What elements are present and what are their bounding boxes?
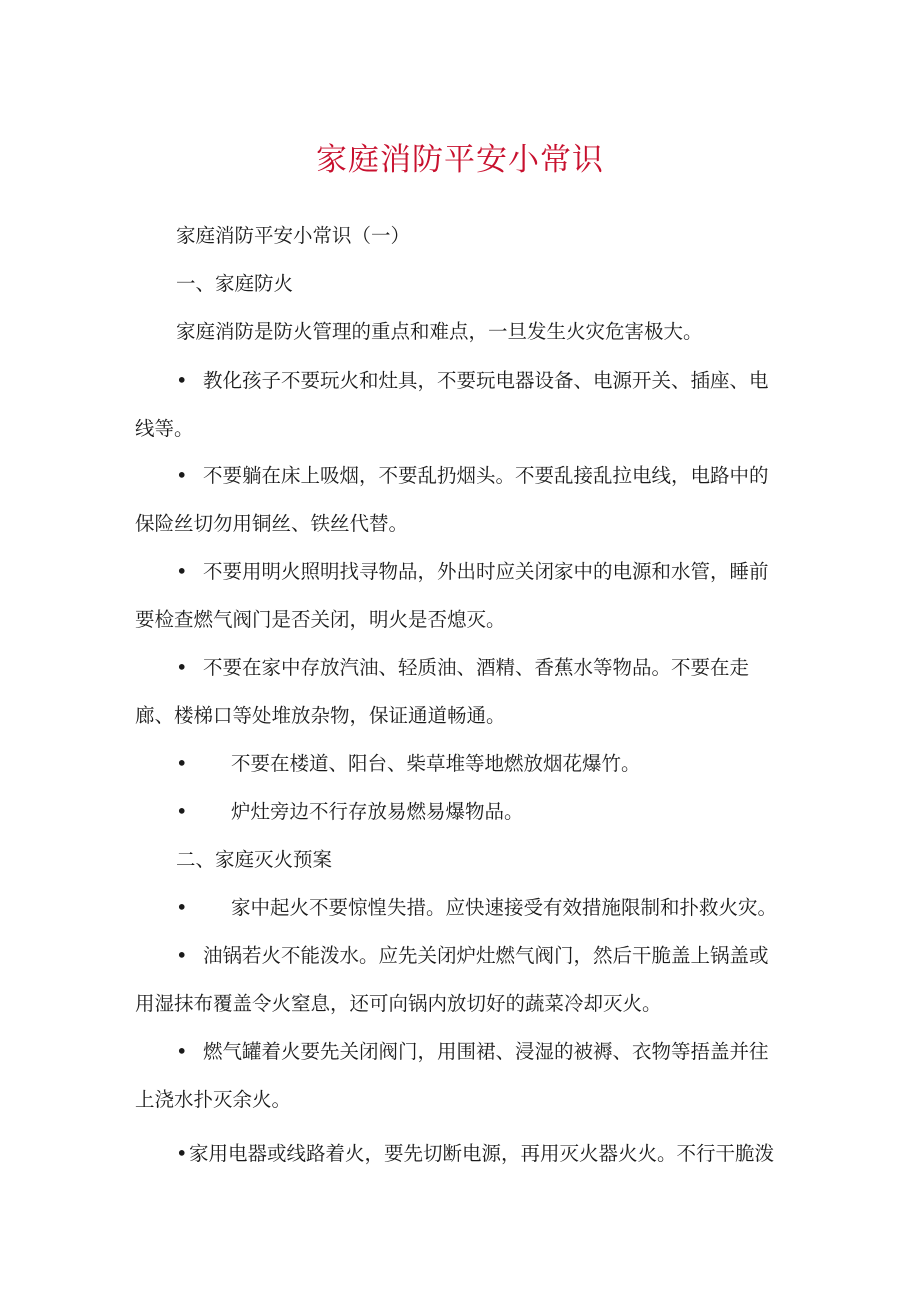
paragraph-line: 不要用明火照明找寻物品，外出时应关闭家中的电源和水管，睡前 — [203, 560, 769, 583]
paragraph-line: 要检查燃气阀门是否关闭，明火是否熄灭。 — [135, 608, 506, 631]
paragraph-line: 不要在家中存放汽油、轻质油、酒精、香蕉水等物品。不要在走 — [203, 656, 750, 679]
bullet-item-continuation — [135, 606, 506, 634]
bullet-item — [176, 462, 769, 490]
bullet-item — [176, 798, 524, 826]
bullet-item — [176, 894, 777, 922]
paragraph-line: 教化孩子不要玩火和灶具，不要玩电器设备、电源开关、插座、电 — [203, 369, 769, 392]
bullet-item — [176, 558, 769, 586]
document-title: 家庭消防平安小常识 — [316, 142, 604, 178]
paragraph-line: 燃气罐着火要先关闭阀门，用围裙、浸湿的被褥、衣物等捂盖并往 — [203, 1040, 769, 1063]
bullet-icon: • — [176, 464, 188, 487]
bullet-icon: • — [176, 896, 188, 919]
paragraph-line: 一、家庭防火 — [176, 272, 294, 295]
paragraph-line: 二、家庭灭火预案 — [176, 848, 333, 871]
bullet-icon: • — [176, 944, 188, 967]
bullet-item-continuation — [135, 415, 194, 443]
bullet-item-continuation — [135, 1086, 291, 1114]
paragraph-line: 家庭消防是防火管理的重点和难点，一旦发生火灾危害极大。 — [176, 320, 703, 343]
paragraph-line: 廊、楼梯口等处堆放杂物，保证通道畅通。 — [135, 704, 506, 727]
bullet-item — [176, 750, 641, 778]
bullet-item-continuation — [135, 990, 662, 1018]
bullet-item — [176, 1140, 774, 1168]
section-heading-fire-prevention — [176, 270, 293, 298]
paragraph-line: 不要在楼道、阳台、柴草堆等地燃放烟花爆竹。 — [231, 752, 641, 775]
paragraph-intro — [176, 318, 703, 346]
bullet-icon: • — [176, 752, 188, 775]
paragraph-line: 家用电器或线路着火，要先切断电源，再用灭火器火火。不行干脆泼 — [189, 1142, 775, 1165]
bullet-icon: • — [176, 369, 188, 392]
section-heading-fire-extinguishing — [176, 846, 332, 874]
paragraph-line: 家中起火不要惊惶失措。应快速接受有效措施限制和扑救火灾。 — [231, 896, 778, 919]
bullet-icon: • — [176, 656, 188, 679]
paragraph-line: 不要躺在床上吸烟，不要乱扔烟头。不要乱接乱拉电线，电路中的 — [203, 464, 769, 487]
paragraph-line: 炉灶旁边不行存放易燃易爆物品。 — [231, 800, 524, 823]
paragraph-line: 保险丝切勿用铜丝、铁丝代替。 — [135, 512, 409, 535]
paragraph-subtitle — [176, 222, 410, 250]
bullet-item-continuation — [135, 510, 408, 538]
bullet-item — [176, 1038, 769, 1066]
bullet-item — [176, 654, 749, 682]
bullet-icon: • — [176, 1040, 188, 1063]
bullet-icon: • — [176, 800, 188, 823]
bullet-icon: • — [176, 1142, 188, 1165]
bullet-item-continuation — [135, 702, 506, 730]
bullet-item — [176, 367, 769, 395]
paragraph-line: 用湿抹布覆盖令火窒息，还可向锅内放切好的蔬菜冷却灭火。 — [135, 992, 662, 1015]
bullet-item — [176, 942, 769, 970]
paragraph-line: 家庭消防平安小常识（一） — [176, 224, 411, 247]
bullet-icon: • — [176, 560, 188, 583]
paragraph-line: 上浇水扑灭余火。 — [135, 1088, 292, 1111]
paragraph-line: 油锅若火不能泼水。应先关闭炉灶燃气阀门，然后干脆盖上锅盖或 — [203, 944, 769, 967]
paragraph-line: 线等。 — [135, 417, 194, 440]
